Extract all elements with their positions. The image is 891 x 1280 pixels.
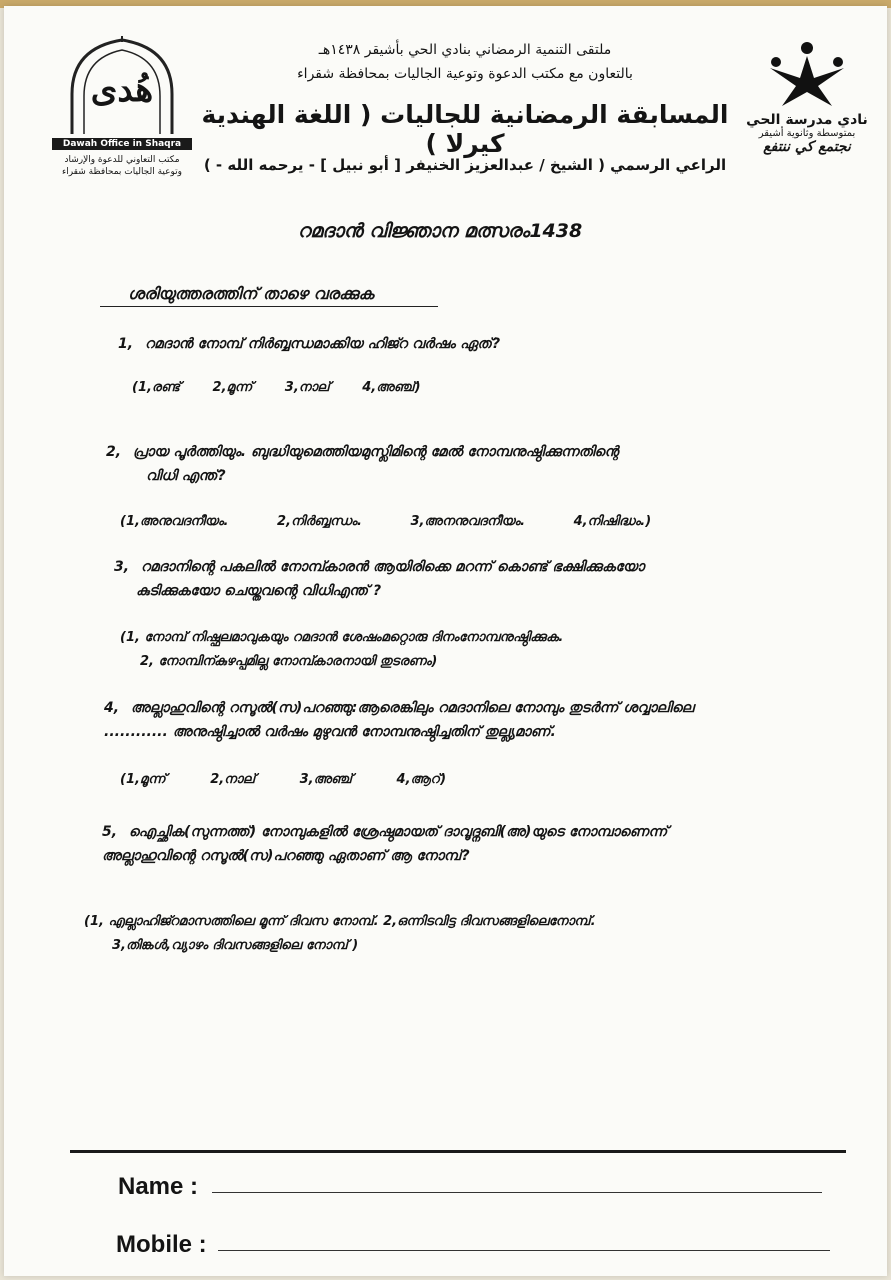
option[interactable]: (1, നോമ്പ് നിഷ്ഫലമാവുകയും റമദാൻ ശേഷംമറ്റൊരു ദിനംനോമ്പനുഷ്ഠിക്കുക. bbox=[120, 630, 564, 645]
question-number: 2, bbox=[106, 444, 122, 460]
option[interactable]: 2, നോമ്പിന്കുഴപ്പമില്ല നോമ്പ്കാരനായി തുടരണം) bbox=[140, 654, 438, 669]
option[interactable]: (1, എല്ലാഹിജ്റമാസത്തിലെ മൂന്ന് ദിവസ നോമ്പ്. 2,ഒന്നിടവിട്ട ദിവസങ്ങളിലെനോമ്പ്. bbox=[84, 914, 596, 929]
name-label: Name : bbox=[118, 1173, 199, 1200]
office-subtitle-line: وتوعية الجاليات بمحافظة شقراء bbox=[61, 167, 183, 177]
club-logo bbox=[742, 38, 872, 178]
option[interactable]: (1,അനുവദനീയം. bbox=[120, 514, 229, 529]
question-text: റമദാനിന്റെ പകലിൽ നോമ്പ്കാരൻ ആയിരിക്കെ മറന്ന് കൊണ്ട് ഭക്ഷിക്കുകയോ bbox=[140, 559, 645, 575]
quiz-title: റമദാൻ വിജ്ഞാന മത്സരം1438 bbox=[297, 220, 583, 242]
sponsor-line: الراعي الرسمي ( الشيخ / عبدالعزيز الخنيفر [ أبو نبيل ] - يرحمه الله - ) bbox=[203, 156, 727, 174]
header-line-2: بالتعاون مع مكتب الدعوة وتوعية الجاليات بمحافظة شقراء bbox=[297, 66, 633, 82]
question-text: കുടിക്കുകയോ ചെയ്തവന്റെ വിധിഎന്ത് ? bbox=[136, 583, 382, 599]
option[interactable]: 2,നാല് bbox=[210, 772, 256, 787]
office-subtitle bbox=[52, 154, 192, 178]
header-line-1: ملتقى التنمية الرمضاني بنادي الحي بأشيقر ١٤٣٨هـ bbox=[318, 42, 612, 58]
options-2 bbox=[120, 510, 820, 534]
competition-title: المسابقة الرمضانية للجاليات ( اللغة الهندية كيرلا ) bbox=[201, 100, 729, 158]
office-name: Dawah Office in Shaqra bbox=[52, 138, 192, 150]
question-2 bbox=[106, 440, 786, 488]
option[interactable]: 3,നാല് bbox=[284, 380, 330, 395]
question-number: 5, bbox=[102, 824, 118, 840]
star-people-icon bbox=[762, 38, 852, 108]
options-1 bbox=[132, 376, 732, 400]
mobile-label: Mobile : bbox=[116, 1231, 207, 1258]
option[interactable]: (1,രണ്ട് bbox=[132, 380, 181, 395]
question-1 bbox=[118, 332, 758, 356]
option[interactable]: 4,നിഷിദ്ധം.) bbox=[573, 514, 652, 529]
option[interactable]: 2,നിർബ്ബന്ധം. bbox=[276, 514, 362, 529]
footer-divider bbox=[70, 1150, 846, 1153]
option[interactable]: 2,മൂന്ന് bbox=[212, 380, 253, 395]
options-5 bbox=[84, 910, 824, 958]
options-3 bbox=[120, 626, 840, 674]
dome-icon bbox=[62, 34, 182, 134]
question-number: 3, bbox=[114, 559, 130, 575]
hoda-mark: هُدى bbox=[90, 70, 154, 110]
question-text: അല്ലാഹുവിന്റെ റസൂൽ(സ)പറഞ്ഞു ഏതാണ് ആ നോമ്പ്? bbox=[102, 848, 470, 864]
question-number: 1, bbox=[118, 336, 134, 352]
option[interactable]: (1,മൂന്ന് bbox=[120, 772, 166, 787]
option[interactable]: 3,തിങ്കൾ,വ്യാഴം ദിവസങ്ങളിലെ നോമ്പ് ) bbox=[112, 938, 359, 953]
office-subtitle-line: مكتب التعاوني للدعوة والإرشاد bbox=[64, 155, 180, 165]
mobile-field[interactable] bbox=[218, 1250, 830, 1251]
question-3 bbox=[114, 555, 814, 603]
option[interactable]: 3,അനനുവദനീയം. bbox=[410, 514, 526, 529]
option[interactable]: 3,അഞ്ച് bbox=[299, 772, 353, 787]
dawah-office-logo bbox=[52, 34, 192, 184]
options-4 bbox=[120, 768, 720, 792]
instruction: ശരിയുത്തരത്തിന് താഴെ വരക്കുക bbox=[100, 284, 438, 307]
club-slogan: نجتمع كي ننتفع bbox=[763, 139, 851, 155]
question-text: ............ അനുഷ്ഠിച്ചാൽ വർഷം മുഴുവൻ നോമ്പനുഷ്ഠിച്ചതിന് തുല്ല്യമാണ്. bbox=[104, 724, 556, 740]
option[interactable]: 4,ആറ്) bbox=[396, 772, 447, 787]
name-field[interactable] bbox=[212, 1192, 822, 1193]
question-text: പ്രായ പൂർത്തിയും. ബുദ്ധിയുമെത്തിയമുസ്ലിമിന്റെ മേൽ നോമ്പനുഷ്ഠിക്കുന്നതിന്റെ bbox=[132, 444, 619, 460]
question-text: അല്ലാഹുവിന്റെ റസൂൽ(സ)പറഞ്ഞു:ആരെങ്കിലും റമദാനിലെ നോമ്പും തുടർന്ന് ശവ്വാലിലെ bbox=[130, 700, 694, 716]
question-text: വിധി എന്ത്? bbox=[146, 468, 226, 484]
option[interactable]: 4,അഞ്ച്) bbox=[362, 380, 421, 395]
question-text: ഐച്ഛിക(സുന്നത്ത്) നോമ്പുകളിൽ ശ്രേഷ്ഠമായത് ദാവൂദ്നബി(അ)യുടെ നോമ്പാണെന്ന് bbox=[128, 824, 668, 840]
question-text: റമദാൻ നോമ്പ് നിർബ്ബന്ധമാക്കിയ ഹിജ്റ വർഷം ഏത്? bbox=[144, 336, 501, 352]
question-5 bbox=[102, 820, 822, 868]
club-name: نادي مدرسة الحي bbox=[746, 112, 868, 128]
question-number: 4, bbox=[104, 700, 120, 716]
question-4 bbox=[104, 696, 844, 744]
club-sub: بمتوسطة وثانوية أشيقر bbox=[758, 128, 856, 139]
